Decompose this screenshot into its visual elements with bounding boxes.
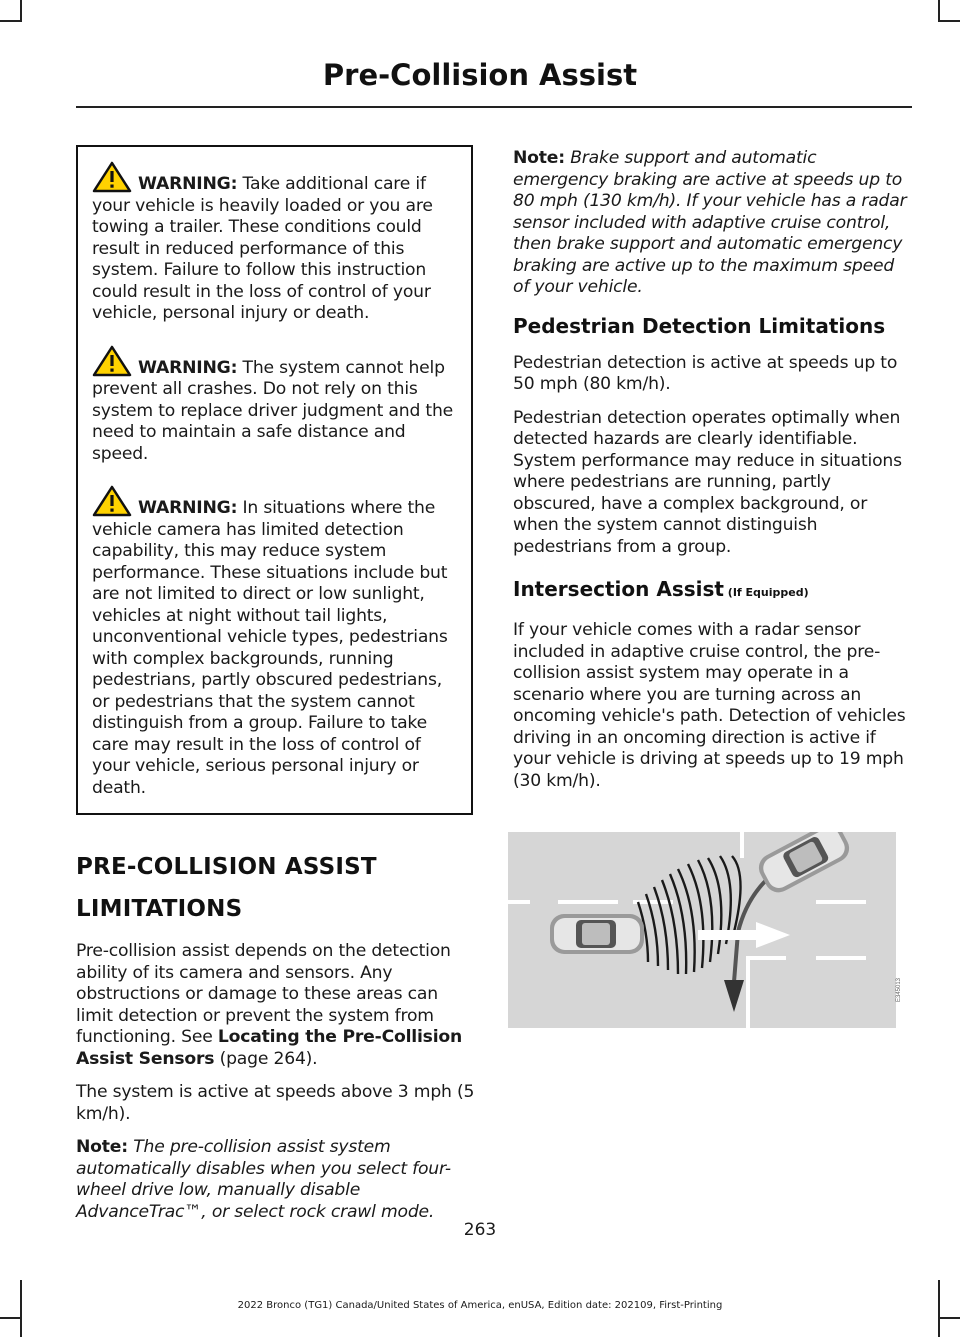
straight-arrow-shaft bbox=[698, 930, 758, 940]
lane-marking bbox=[746, 956, 786, 960]
note-text: Brake support and automatic emergency braking are active at speeds up to 80 mph (130 km/h). If your vehicle has a radar sensor included with adaptive cruise control, then brake support and automatic emergency braking are active up to the maximum speed of your vehicle. bbox=[513, 148, 907, 297]
left-column bbox=[76, 145, 476, 1235]
crop-mark bbox=[938, 20, 960, 22]
page-footer: 2022 Bronco (TG1) Canada/United States of America, enUSA, Edition date: 202109, First-Printing bbox=[237, 1300, 723, 1311]
warning-label: WARNING: bbox=[138, 174, 238, 194]
paragraph bbox=[76, 941, 476, 1070]
warning-3 bbox=[92, 485, 463, 799]
warning-text: In situations where the vehicle camera has limited detection capability, this may reduce system performance. These situations include but are not limited to direct or low sunlight, vehicles at night without tail lights, unconventional vehicle types, pedestrians with complex backgrounds, running pedestrians, partly obscured pedestrians, or pedestrians that the system cannot distinguish from a group. Failure to take care may result in the loss of control of your vehicle, serious personal injury or death. bbox=[92, 498, 448, 798]
right-column bbox=[513, 148, 911, 804]
page-reference-link[interactable]: Locating the Pre-Collision Assist Sensors bbox=[76, 1027, 463, 1069]
section-heading bbox=[76, 851, 476, 925]
lane-marking bbox=[816, 900, 866, 904]
paragraph: The system is active at speeds above 3 mph (5 km/h). bbox=[76, 1082, 475, 1124]
lane-marking bbox=[816, 956, 866, 960]
page-title: Pre-Collision Assist bbox=[322, 58, 638, 92]
crop-mark bbox=[0, 20, 22, 22]
subsection-title: Intersection Assist bbox=[513, 577, 724, 601]
section-heading-line: PRE-COLLISION ASSIST bbox=[76, 854, 377, 880]
warning-text: Take additional care if your vehicle is heavily loaded or you are towing a trailer. These conditions could result in reduced performance of this system. Failure to follow this instruction could result in the loss of control of your vehicle, personal injury or death. bbox=[92, 174, 433, 323]
crop-mark bbox=[20, 0, 22, 22]
warning-triangle-icon bbox=[92, 345, 132, 377]
crop-mark bbox=[938, 0, 940, 22]
page-number: 263 bbox=[463, 1220, 497, 1240]
subsection-heading: Pedestrian Detection Limitations bbox=[513, 313, 886, 338]
warning-2 bbox=[92, 345, 463, 466]
crop-mark bbox=[0, 1317, 22, 1319]
page-reference-number: (page 264). bbox=[214, 1048, 318, 1069]
figure-code: E345013 bbox=[896, 977, 902, 1002]
illustration-svg bbox=[498, 832, 916, 1028]
section-heading-line: LIMITATIONS bbox=[76, 896, 243, 922]
header-divider bbox=[76, 106, 912, 108]
lane-marking bbox=[746, 956, 750, 1028]
warning-triangle-icon bbox=[92, 485, 132, 517]
crop-mark bbox=[938, 1317, 960, 1319]
paragraph: Pedestrian detection operates optimally when detected hazards are clearly identifiable. System performance may reduce in situations where pedestrians are running, partly obscured, have a complex background, or when the system cannot distinguish pedestrians from a group. bbox=[513, 407, 902, 557]
warning-box bbox=[76, 145, 473, 815]
note bbox=[76, 1137, 476, 1223]
intersection-assist-illustration bbox=[498, 832, 916, 1028]
warning-label: WARNING: bbox=[138, 498, 238, 518]
paragraph: Pedestrian detection is active at speeds up to 50 mph (80 km/h). bbox=[513, 352, 898, 394]
warning-1 bbox=[92, 161, 463, 325]
paragraph: If your vehicle comes with a radar sensor included in adaptive cruise control, the pre-collision assist system may operate in a scenario where you are turning across an oncoming vehicle's path. Detection of vehicles driving in an oncoming direction is active if your vehicle is driving at speeds up to 19 mph (30 km/h). bbox=[513, 620, 906, 791]
warning-triangle-icon bbox=[92, 161, 132, 193]
lane-marking bbox=[558, 900, 618, 904]
note-text: The pre-collision assist system automatically disables when you select four-wheel drive low, manually disable AdvanceTrac™, or select rock crawl mode. bbox=[76, 1137, 451, 1222]
note-label: Note: bbox=[513, 148, 565, 168]
lane-marking bbox=[740, 832, 744, 858]
warning-text: The system cannot help prevent all crashes. Do not rely on this system to replace driver judgment and the need to maintain a safe distance and speed. bbox=[92, 357, 454, 464]
note-label: Note: bbox=[76, 1137, 128, 1157]
note bbox=[513, 148, 911, 299]
subsection-heading bbox=[513, 576, 911, 606]
lane-marking bbox=[508, 900, 530, 904]
warning-label: WARNING: bbox=[138, 357, 238, 378]
vehicle-icon bbox=[550, 914, 644, 954]
equipped-tag: (If Equipped) bbox=[723, 586, 809, 599]
paragraph-text: Pre-collision assist depends on the detection ability of its camera and sensors. Any obstructions or damage to these areas can limit detection or prevent the system from functioning. See bbox=[76, 941, 451, 1047]
